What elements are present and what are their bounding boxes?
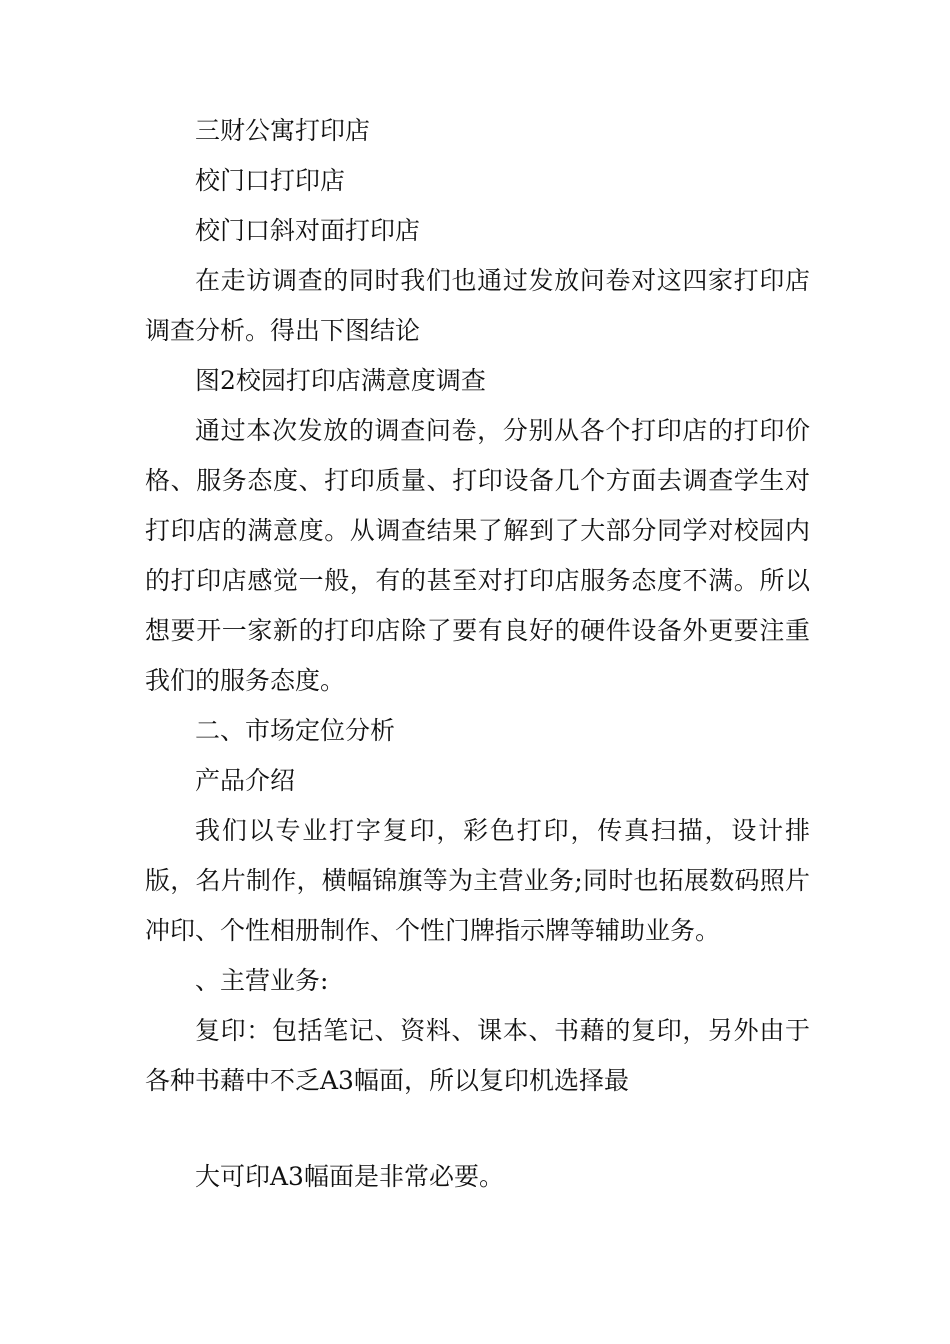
list-item-shop-sancai: 三财公寓打印店 — [195, 116, 371, 145]
subheading-product-intro: 产品介绍 — [195, 766, 296, 795]
paragraph-survey-intro: 在走访调查的同时我们也通过发放问卷对这四家打印店调查分析。得出下图结论 — [145, 266, 810, 345]
paragraph-copy-service-continued: 大可印A3幅面是非常必要。 — [195, 1162, 504, 1191]
subheading-main-business: 、主营业务: — [195, 966, 329, 995]
section-heading-market-positioning: 二、市场定位分析 — [195, 716, 396, 745]
paragraph-copy-service: 复印：包括笔记、资料、课本、书藉的复印，另外由于各种书藉中不乏A3幅面，所以复印机选择最 — [145, 1016, 810, 1095]
list-item-shop-opposite-gate: 校门口斜对面打印店 — [195, 216, 421, 245]
document-body — [145, 106, 810, 1202]
figure-caption: 图2校园打印店满意度调查 — [195, 366, 486, 395]
paragraph-survey-result: 通过本次发放的调查问卷，分别从各个打印店的打印价格、服务态度、打印质量、打印设备几个方面去调查学生对打印店的满意度。从调查结果了解到了大部分同学对校园内的打印店感觉一般，有的甚至对打印店服务态度不满。所以想要开一家新的打印店除了要有良好的硬件设备外更要注重我们的服务态度。 — [145, 416, 810, 695]
paragraph-product-intro: 我们以专业打字复印，彩色打印，传真扫描，设计排版，名片制作，横幅锦旗等为主营业务;同时也拓展数码照片冲印、个性相册制作、个性门牌指示牌等辅助业务。 — [145, 816, 810, 945]
page-break — [145, 1106, 810, 1152]
list-item-shop-gate: 校门口打印店 — [195, 166, 346, 195]
